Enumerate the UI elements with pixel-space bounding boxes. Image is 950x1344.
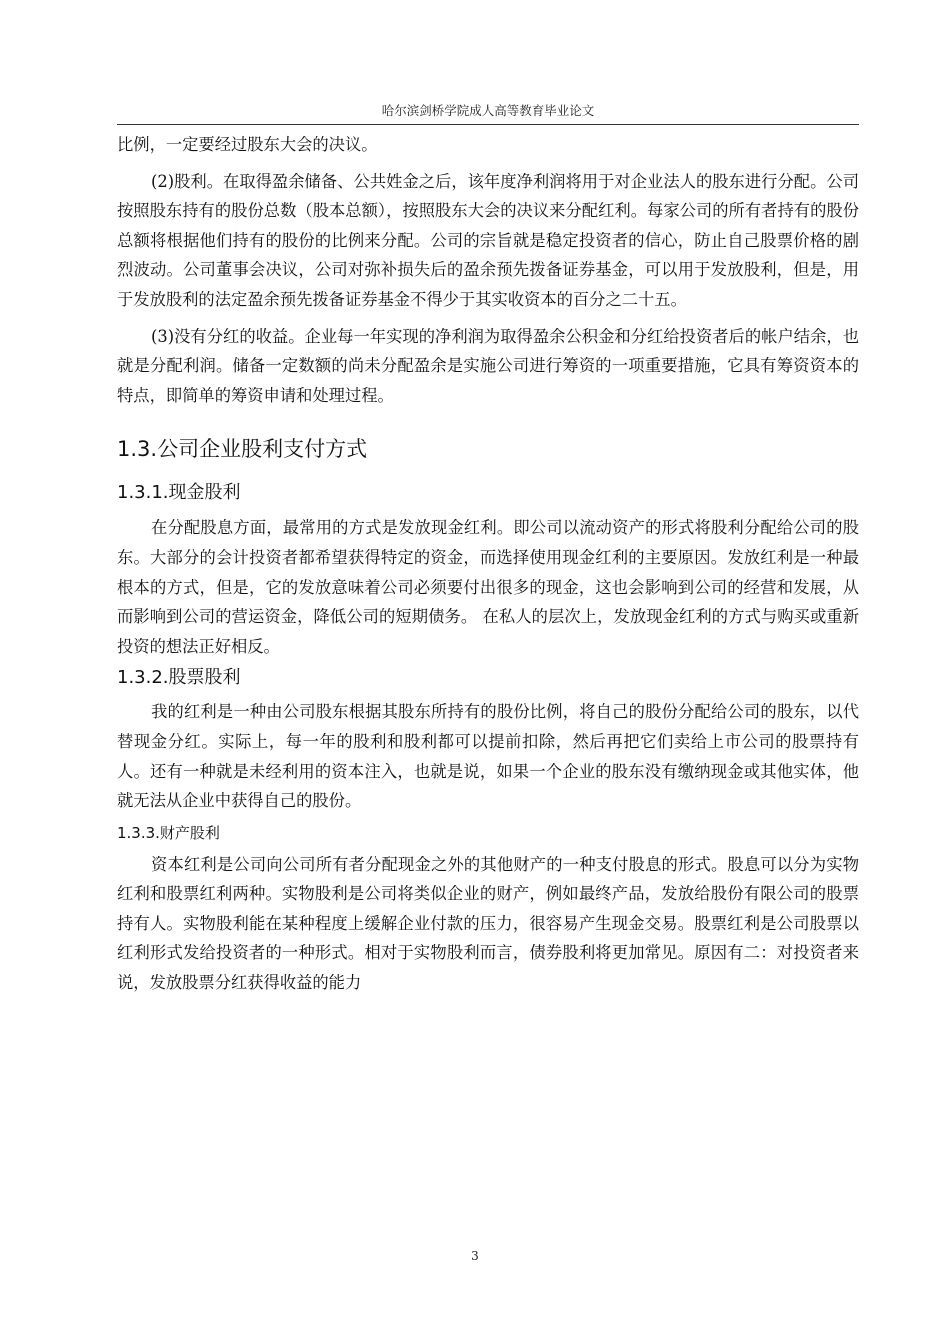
header-divider xyxy=(117,124,859,125)
paragraph-continuation: 比例，一定要经过股东大会的决议。 xyxy=(117,135,378,154)
document-body xyxy=(117,130,859,998)
page-header: 哈尔滨剑桥学院成人高等教育毕业论文 xyxy=(381,103,595,118)
paragraph-stock-dividend: 我的红利是一种由公司股东根据其股东所持有的股份比例，将自己的股份分配给公司的股东，以代替现金分红。实际上，每一年的股利和股利都可以提前扣除，然后再把它们卖给上市公司的股票持有人。还有一种就是未经利用的资本注入，也就是说，如果一个企业的股东没有缴纳现金或其他实体，他就无法从企业中获得自己的股份。 xyxy=(117,702,859,811)
paragraph-dividend: (2)股利。在取得盈余储备、公共姓金之后，该年度净利润将用于对企业法人的股东进行分配。公司按照股东持有的股份总数（股本总额），按照股东大会的决议来分配红利。每家公司的所有者持有的股份总额将根据他们持有的股份的比例来分配。公司的宗旨就是稳定投资者的信心，防止自己股票价格的剧烈波动。公司董事会决议，公司对弥补损失后的盈余预先拨备证券基金，可以用于发放股利，但是，用于发放股利的法定盈余预先拨备证券基金不得少于其实收资本的百分之二十五。 xyxy=(117,171,859,309)
section-heading-1-3-1: 1.3.1.现金股利 xyxy=(117,482,241,504)
paragraph-property-dividend: 资本红利是公司向公司所有者分配现金之外的其他财产的一种支付股息的形式。股息可以分为实物红利和股票红利两种。实物股利是公司将类似企业的财产，例如最终产品，发放给股份有限公司的股票持有人。实物股利能在某种程度上缓解企业付款的压力，很容易产生现金交易。股票红利是公司股票以红利形式发给投资者的一种形式。相对于实物股利而言，债券股利将更加常见。原因有二：对投资者来说，发放股票分红获得收益的能力 xyxy=(117,854,859,993)
paragraph-cash-dividend: 在分配股息方面，最常用的方式是发放现金红利。即公司以流动资产的形式将股利分配给公司的股东。大部分的会计投资者都希望获得特定的资金，而选择使用现金红利的主要原因。发放红利是一种最根本的方式，但是，它的发放意味着公司必须要付出很多的现金，这也会影响到公司的经营和发展，从而影响到公司的营运资金，降低公司的短期债务。 在私人的层次上，发放现金红利的方式与购买或重新投资的想法正好相反。 xyxy=(117,518,859,656)
paragraph-undistributed-profit: (3)没有分红的收益。企业每一年实现的净利润为取得盈余公积金和分红给投资者后的帐户结余，也就是分配利润。储备一定数额的尚未分配盈余是实施公司进行筹资的一项重要措施，它具有筹资资本的特点，即简单的筹资申请和处理过程。 xyxy=(117,326,859,405)
section-heading-1-3-3: 1.3.3.财产股利 xyxy=(117,823,220,842)
section-heading-1-3: 1.3.公司企业股利支付方式 xyxy=(117,437,368,462)
section-heading-1-3-2: 1.3.2.股票股利 xyxy=(117,667,241,689)
page-number: 3 xyxy=(471,1249,479,1263)
